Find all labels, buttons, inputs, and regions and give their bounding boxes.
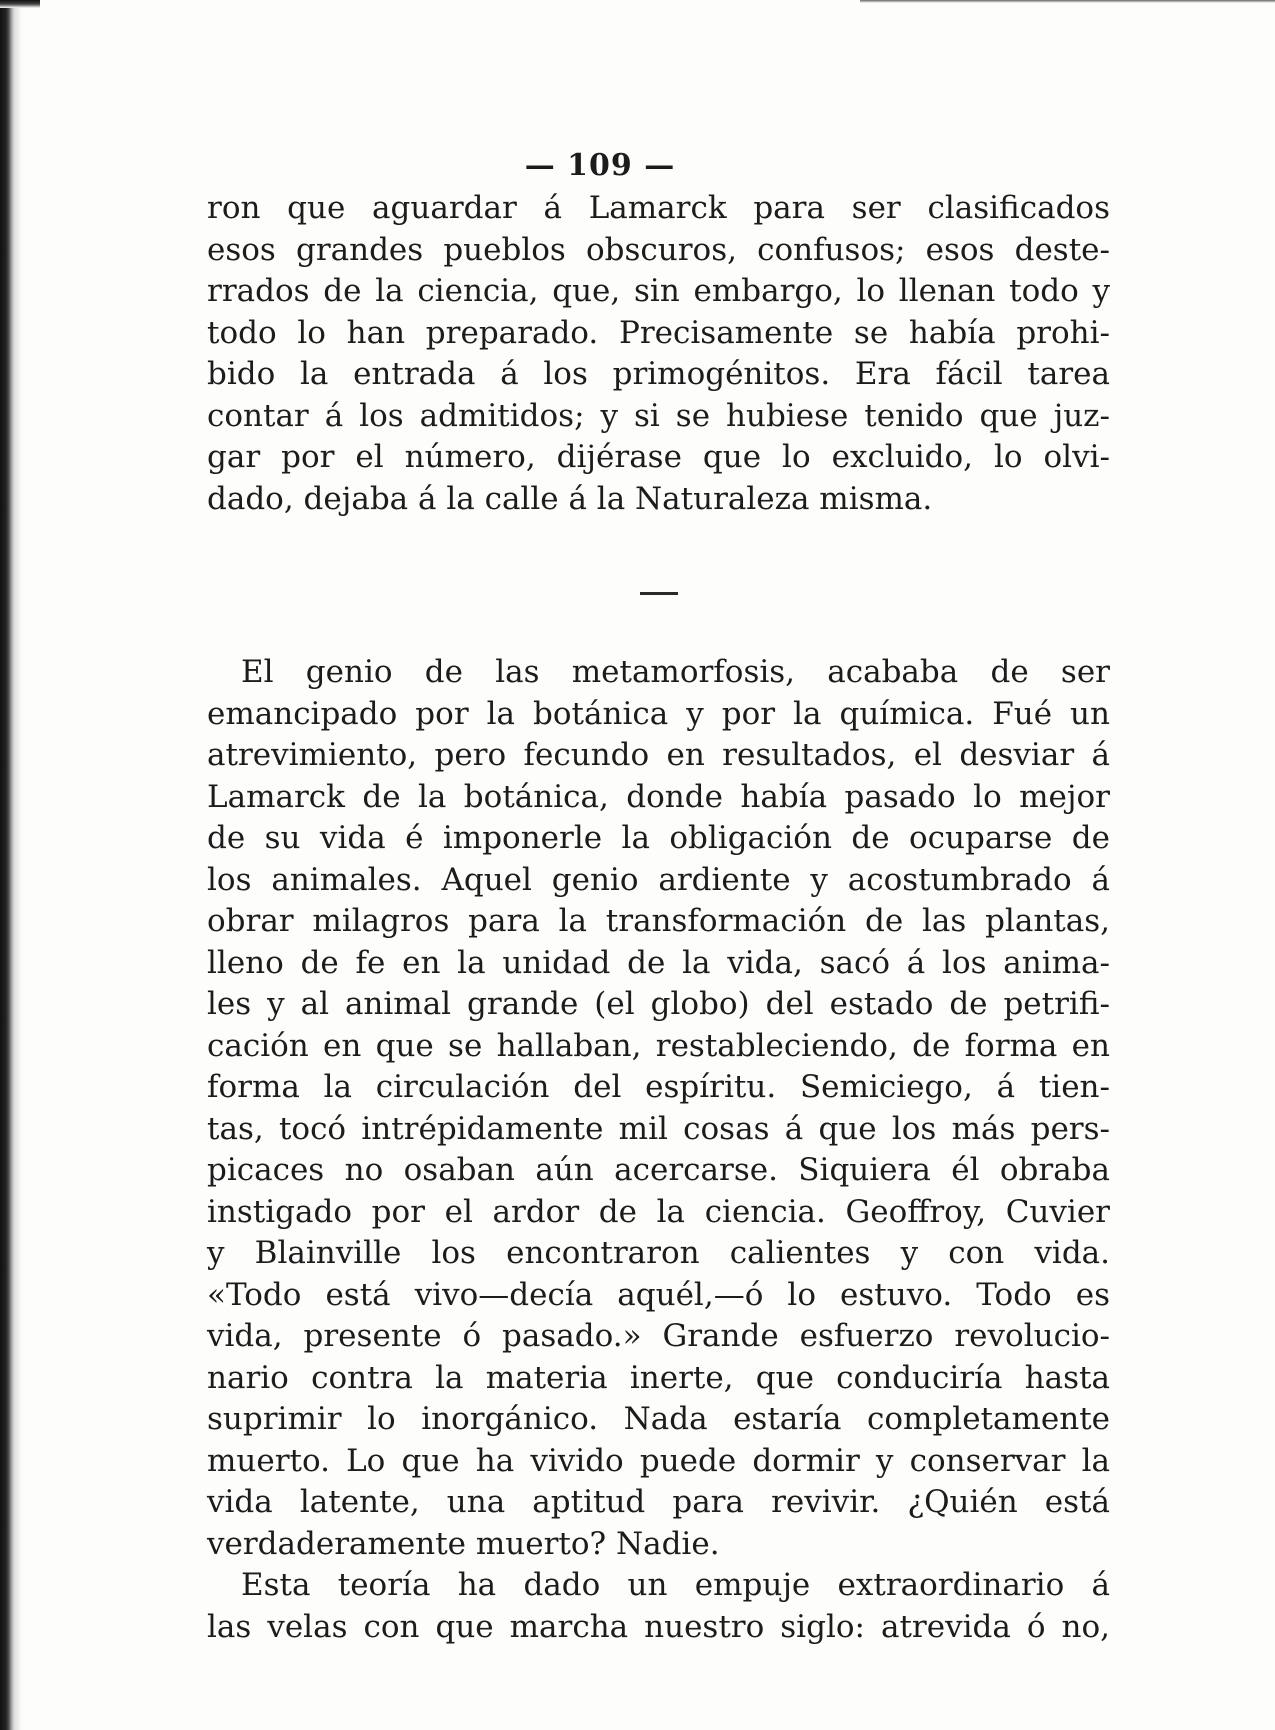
text-line: tas, tocó intrépidamente mil cosas á que los más pers- [207,1110,1110,1147]
paragraph-1 [207,188,1110,520]
text-line: gar por el número, dijérase que lo excluido, lo olvi- [207,439,1110,475]
text-line: instigado por el ardor de la ciencia. Geoffroy, Cuvier [207,1193,1110,1230]
text-line: Lamarck de la botánica, donde había pasado lo mejor [207,778,1110,815]
paragraph-3 [207,1565,1110,1648]
text-line: vida latente, una aptitud para revivir. ¿Quién está [207,1484,1110,1520]
text-line: lleno de fe en la unidad de la vida, sacó á los anima- [207,944,1110,981]
section-separator [640,592,678,595]
text-line: cación en que se hallaban, restableciendo, de forma en [207,1027,1110,1064]
text-line: los animales. Aquel genio ardiente y acostumbrado á [207,861,1110,898]
text-line: rrados de la ciencia, que, sin embargo, lo llenan todo y [207,273,1110,309]
text-line: picaces no osaban aún acercarse. Siquiera él obraba [207,1152,1110,1188]
text-line: verdaderamente muerto? Nadie. [207,1525,720,1562]
text-line: suprimir lo inorgánico. Nada estaría completamente [207,1401,1110,1437]
text-line: dado, dejaba á la calle á la Naturaleza misma. [207,480,933,517]
text-line: «Todo está vivo—decía aquél,—ó lo estuvo. Todo es [207,1276,1110,1313]
text-line: emancipado por la botánica y por la química. Fué un [207,695,1110,732]
text-line: y Blainville los encontraron calientes y con vida. [207,1235,1110,1271]
text-line: de su vida é imponerle la obligación de ocuparse de [207,820,1110,856]
text-line: atrevimiento, pero fecundo en resultados, el desviar á [207,737,1110,773]
text-line: vida, presente ó pasado.» Grande esfuerzo revolucio- [207,1318,1110,1354]
text-line: bido la entrada á los primogénitos. Era fácil tarea [207,356,1110,392]
text-line: nario contra la materia inerte, que conduciría hasta [207,1359,1110,1396]
text-line: Esta teoría ha dado un empuje extraordinario á [241,1567,1110,1603]
text-line: esos grandes pueblos obscuros, confusos; esos deste- [207,231,1110,268]
paragraph-2 [207,652,1110,1565]
text-line: todo lo han preparado. Precisamente se había prohi- [207,314,1110,351]
binding-corner [0,0,40,8]
binding-edge [0,0,30,1730]
text-line: obrar milagros para la transformación de las plantas, [207,903,1110,939]
text-line: El genio de las metamorfosis, acababa de ser [241,654,1110,690]
text-line: contar á los admitidos; y si se hubiese tenido que juz- [207,397,1110,434]
text-line: las velas con que marcha nuestro siglo: atrevida ó no, [207,1608,1110,1645]
text-line: ron que aguardar á Lamarck para ser clasificados [207,190,1110,226]
text-line: les y al animal grande (el globo) del estado de petrifi- [207,986,1110,1022]
page-number: — 109 — [524,148,676,183]
page-top-edge [860,0,1275,3]
text-line: muerto. Lo que ha vivido puede dormir y conservar la [207,1442,1110,1479]
text-line: forma la circulación del espíritu. Semiciego, á tien- [207,1069,1110,1105]
